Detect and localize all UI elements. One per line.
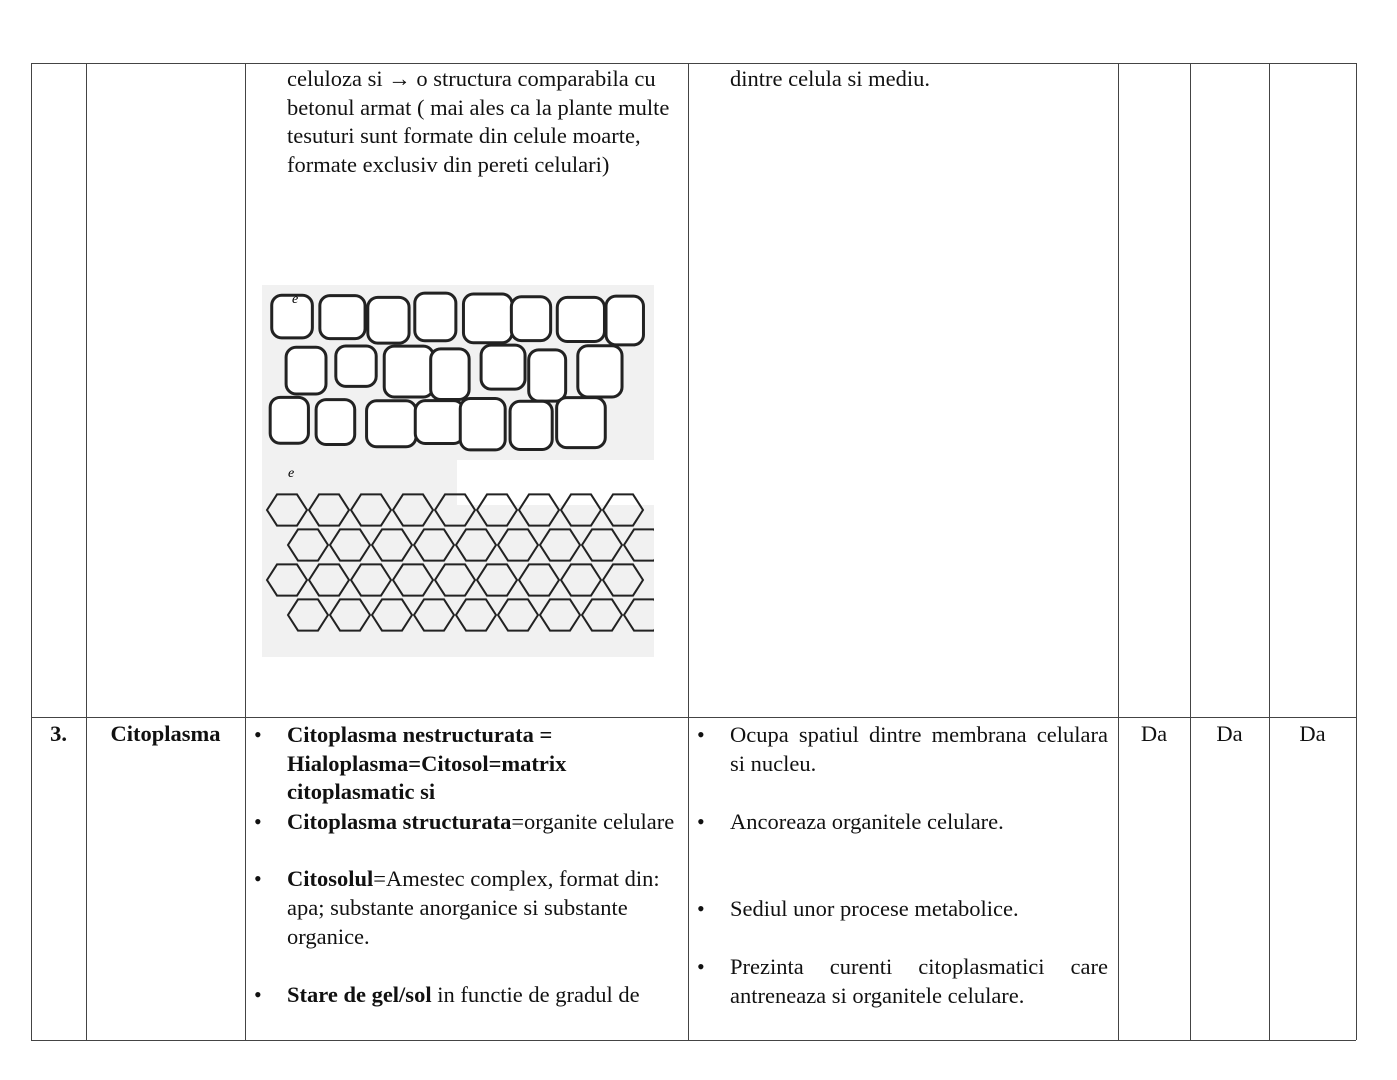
cell-shape: [557, 398, 606, 448]
function-list: [730, 721, 1108, 1011]
figure-label-e: e: [288, 466, 295, 481]
cell-shape: [415, 401, 463, 444]
cell-shape: [320, 296, 365, 339]
cell-shape: [557, 297, 604, 341]
cell-shape: [481, 345, 525, 389]
cell-wall-drawing-top: [270, 293, 643, 450]
cell-shape: [460, 399, 505, 450]
row-name: Citoplasma: [110, 721, 221, 746]
cell-shape: [367, 401, 416, 447]
plant-tissue-figure: [262, 285, 654, 657]
col-border: [1269, 63, 1270, 1040]
cell-value: Da: [1216, 721, 1243, 746]
col-border: [688, 63, 689, 1040]
list-item: • Sediul unor procese metabolice.: [730, 895, 1108, 924]
cell-shape: [510, 401, 552, 449]
table-border-bottom: [31, 1040, 1356, 1041]
list-item: • Citoplasma structurata=organite celulare: [287, 808, 682, 837]
list-item: • Prezinta curenti citoplasmatici care antreneaza si organitele celulare.: [730, 953, 1108, 1010]
table-border-top: [31, 63, 1356, 64]
cell-shape: [578, 346, 622, 397]
col-border: [86, 63, 87, 1040]
structure-list: [287, 721, 682, 1010]
structure-text-prev: celuloza si → o structura comparabila cu betonul armat ( mai ales ca la plante multe tesuturi sunt formate din celule moarte, formate exclusiv din pereti celulari): [287, 66, 670, 177]
cell-shape: [336, 346, 376, 386]
col-border: [1356, 63, 1357, 1040]
cell-shape: [415, 293, 456, 341]
col-border: [1190, 63, 1191, 1040]
col-border: [245, 63, 246, 1040]
list-item: • Citoplasma nestructurata = Hialoplasma=Citosol=matrix citoplasmatic si: [287, 721, 682, 807]
function-text-prev: dintre celula si mediu.: [730, 66, 930, 91]
cell-shape: [606, 296, 643, 345]
row-divider: [31, 717, 1356, 718]
cell-value: Da: [1140, 721, 1168, 746]
list-item: • Stare de gel/sol in functie de gradul de: [287, 981, 682, 1010]
cell-shape: [316, 400, 355, 445]
cell-shape: [463, 294, 512, 343]
cell-shape: [368, 297, 409, 343]
col-border: [31, 63, 32, 1040]
cell-value: Da: [1299, 721, 1326, 746]
col-border: [1118, 63, 1119, 1040]
cell-shape: [270, 397, 308, 443]
figure-label-e: e: [292, 292, 299, 307]
list-item: • Ocupa spatiul dintre membrana celulara si nucleu.: [730, 721, 1108, 778]
cell-shape: [431, 349, 469, 400]
list-item: • Ancoreaza organitele celulare.: [730, 808, 1108, 837]
cell-shape: [529, 350, 566, 401]
row-number: 3.: [50, 721, 67, 746]
list-item: • Citosolul=Amestec complex, format din: apa; substante anorganice si substante organice.: [287, 865, 682, 951]
cell-shape: [384, 346, 433, 397]
cell-shape: [511, 297, 550, 341]
cell-shape: [286, 347, 326, 394]
